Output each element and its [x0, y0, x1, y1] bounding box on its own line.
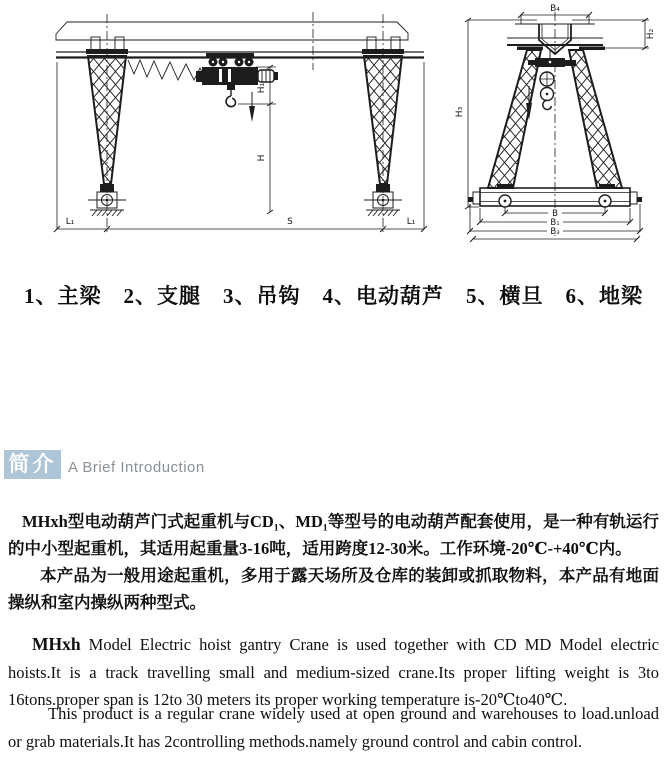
intro-title: A Brief Introduction — [68, 459, 205, 476]
dim-b3-label: B₃ — [550, 227, 560, 237]
paragraph-en-1-body: Model Electric hoist gantry Crane is used together with CD MD Model electric hoists.It is a track travelling small and medium-sized crane.Its proper lifting weight is 3to 16tons.proper span is 12to 30 meters its proper working temperature is-20℃to40℃. — [8, 635, 659, 709]
parts-caption: 1、主梁 2、支腿 3、吊钩 4、电动葫芦 5、横旦 6、地梁 — [24, 284, 643, 308]
section-intro-header — [4, 450, 205, 479]
front-view-drawing — [0, 0, 455, 252]
dim-l1-right-label: L₁ — [406, 217, 416, 227]
dim-b4-label: B₄ — [550, 4, 560, 14]
intro-badge: 简介 — [4, 450, 61, 479]
dim-h-label: H — [257, 154, 267, 162]
dim-h2-label: H₂ — [646, 28, 656, 40]
paragraph-zh-2: 本产品为一般用途起重机，多用于露天场所及仓库的装卸或抓取物料，本产品有地面操纵和室内操纵两种型式。 — [8, 566, 659, 612]
dim-b-label: B — [552, 209, 558, 219]
dim-b1-label: B₁ — [550, 218, 560, 228]
paragraph-en-1-lead: MHxh — [32, 634, 81, 654]
dim-s-label: S — [287, 217, 293, 227]
side-view-drawing — [455, 0, 667, 252]
paragraph-en-2: This product is a regular crane widely used at open ground and warehouses to load.unload or grab materials.It has 2controlling methods.namely ground control and cabin control. — [8, 704, 659, 751]
dim-h3-label: H₃ — [455, 106, 465, 118]
dim-l1-left-label: L₁ — [65, 217, 75, 227]
paragraph-zh-1: MHxh型电动葫芦门式起重机与CD₁、MD₁等型号的电动葫芦配套使用，是一种有轨运行的中小型起重机，其适用起重量3-16吨，适用跨度12-30米。工作环境-20℃-+40℃内。 — [8, 512, 659, 558]
dim-h1-label: H₁ — [257, 82, 267, 94]
